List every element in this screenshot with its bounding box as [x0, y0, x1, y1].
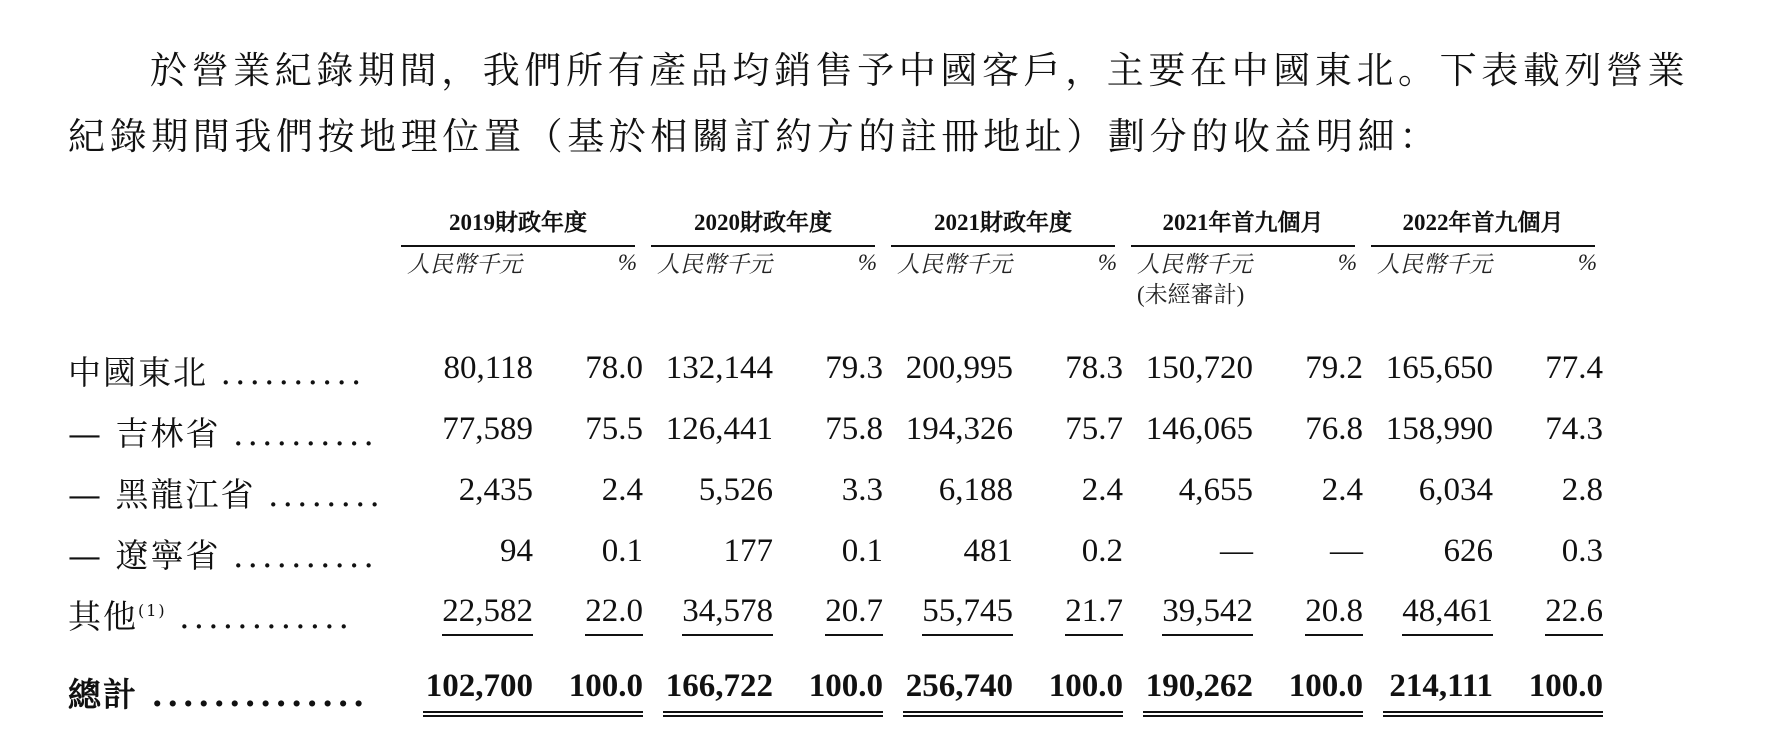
amount-cell: 48,461 — [1363, 584, 1493, 645]
percent-cell: 100.0 — [1253, 645, 1363, 739]
amount-cell: 158,990 — [1385, 411, 1493, 447]
amount-cell: 55,745 — [883, 584, 1013, 645]
intro-paragraph — [68, 38, 1708, 170]
percent-cell: 0.3 — [1561, 533, 1603, 569]
unit-percent: % — [1337, 250, 1357, 275]
percent-cell: 75.8 — [825, 411, 883, 447]
amount-cell: 5,526 — [698, 472, 773, 508]
amount-cell: 34,578 — [643, 584, 773, 645]
percent-cell: 20.8 — [1253, 584, 1363, 645]
period-header: 2021年首九個月 — [1123, 204, 1363, 250]
table-row — [68, 340, 1603, 401]
percent-cell: 22.0 — [533, 584, 643, 645]
amount-cell: 77,589 — [442, 411, 533, 447]
percent-cell: 100.0 — [533, 645, 643, 739]
row-label: 總計 .............. — [68, 674, 369, 714]
amount-cell: 214,111 — [1363, 645, 1493, 739]
row-label: — 黑龍江省 ........ — [68, 475, 384, 514]
percent-cell: 3.3 — [841, 472, 883, 508]
amount-cell: 626 — [1443, 533, 1493, 569]
percent-cell: 100.0 — [773, 645, 883, 739]
leader-dots: .............. — [151, 674, 369, 714]
percent-cell: 75.5 — [585, 411, 643, 447]
percent-cell: 78.3 — [1065, 350, 1123, 386]
amount-cell: 166,722 — [643, 645, 773, 739]
percent-cell: 2.4 — [1321, 472, 1363, 508]
amount-cell: 190,262 — [1123, 645, 1253, 739]
table-row — [68, 523, 1603, 584]
amount-cell: 150,720 — [1145, 350, 1253, 386]
unit-percent: % — [1097, 250, 1117, 275]
percent-cell: 78.0 — [585, 350, 643, 386]
amount-cell: 177 — [723, 533, 773, 569]
period-header: 2020財政年度 — [643, 204, 883, 250]
amount-cell: 39,542 — [1123, 584, 1253, 645]
leader-dots: ............ — [179, 597, 354, 636]
amount-cell: 200,995 — [905, 350, 1013, 386]
leader-dots: .......... — [233, 414, 378, 453]
amount-cell: 6,188 — [938, 472, 1013, 508]
percent-cell: 75.7 — [1065, 411, 1123, 447]
unit-amount: 人民幣千元 — [897, 252, 1012, 277]
percent-cell: 76.8 — [1305, 411, 1363, 447]
unit-percent: % — [617, 250, 637, 275]
amount-cell: 256,740 — [883, 645, 1013, 739]
table-row — [68, 401, 1603, 462]
period-header-row — [68, 204, 1603, 250]
leader-dots: .......... — [220, 353, 366, 392]
amount-cell: 481 — [963, 533, 1013, 569]
total-row — [68, 645, 1603, 739]
table-row — [68, 584, 1603, 645]
percent-cell: 21.7 — [1013, 584, 1123, 645]
leader-dots: ........ — [268, 475, 384, 514]
percent-cell: 0.2 — [1081, 533, 1123, 569]
table-row — [68, 462, 1603, 523]
amount-cell: 2,435 — [458, 472, 533, 508]
row-label: 中國東北 .......... — [68, 353, 366, 392]
amount-cell: 146,065 — [1145, 411, 1253, 447]
percent-cell: 0.1 — [601, 533, 643, 569]
percent-cell: 79.2 — [1305, 350, 1363, 386]
row-label: — 遼寧省 .......... — [68, 536, 378, 575]
unit-amount: 人民幣千元 — [657, 252, 772, 277]
amount-cell: 4,655 — [1178, 472, 1253, 508]
amount-cell: 102,700 — [393, 645, 533, 739]
amount-cell: — — [1220, 533, 1253, 569]
amount-cell: 132,144 — [665, 350, 773, 386]
amount-cell: 22,582 — [393, 584, 533, 645]
percent-cell: — — [1330, 533, 1363, 569]
unit-amount: 人民幣千元 — [1377, 252, 1492, 277]
period-header: 2019財政年度 — [393, 204, 643, 250]
percent-cell: 0.1 — [841, 533, 883, 569]
revenue-by-region-table — [68, 204, 1603, 739]
percent-cell: 77.4 — [1545, 350, 1603, 386]
amount-cell: 194,326 — [905, 411, 1013, 447]
unit-amount: 人民幣千元 — [407, 252, 522, 277]
percent-cell: 100.0 — [1013, 645, 1123, 739]
unit-header-row — [68, 250, 1603, 340]
unit-percent: % — [857, 250, 877, 275]
percent-cell: 79.3 — [825, 350, 883, 386]
row-label: — 吉林省 .......... — [68, 414, 378, 453]
table-body — [68, 340, 1603, 739]
percent-cell: 74.3 — [1545, 411, 1603, 447]
amount-cell: 80,118 — [443, 350, 533, 386]
amount-cell: 6,034 — [1418, 472, 1493, 508]
percent-cell: 20.7 — [773, 584, 883, 645]
amount-cell: 165,650 — [1385, 350, 1493, 386]
period-header: 2022年首九個月 — [1363, 204, 1603, 250]
intro-text: 於營業紀錄期間，我們所有產品均銷售予中國客戶，主要在中國東北。下表載列營業紀錄期間我們按地理位置（基於相關訂約方的註冊地址）劃分的收益明細： — [68, 49, 1690, 158]
row-label: 其他$^{(1)}$ ............ — [68, 597, 354, 636]
percent-cell: 100.0 — [1493, 645, 1603, 739]
percent-cell: 2.8 — [1561, 472, 1603, 508]
percent-cell: 2.4 — [601, 472, 643, 508]
period-header: 2021財政年度 — [883, 204, 1123, 250]
amount-cell: 126,441 — [665, 411, 773, 447]
footnote-marker: (1) — [138, 601, 167, 620]
leader-dots: .......... — [233, 536, 378, 575]
unaudited-note: (未經審計) — [1137, 282, 1245, 307]
amount-cell: 94 — [500, 533, 533, 569]
unit-percent: % — [1577, 250, 1597, 275]
percent-cell: 22.6 — [1493, 584, 1603, 645]
unit-amount-unaudited: 人民幣千元 (未經審計) — [1123, 250, 1253, 340]
percent-cell: 2.4 — [1081, 472, 1123, 508]
